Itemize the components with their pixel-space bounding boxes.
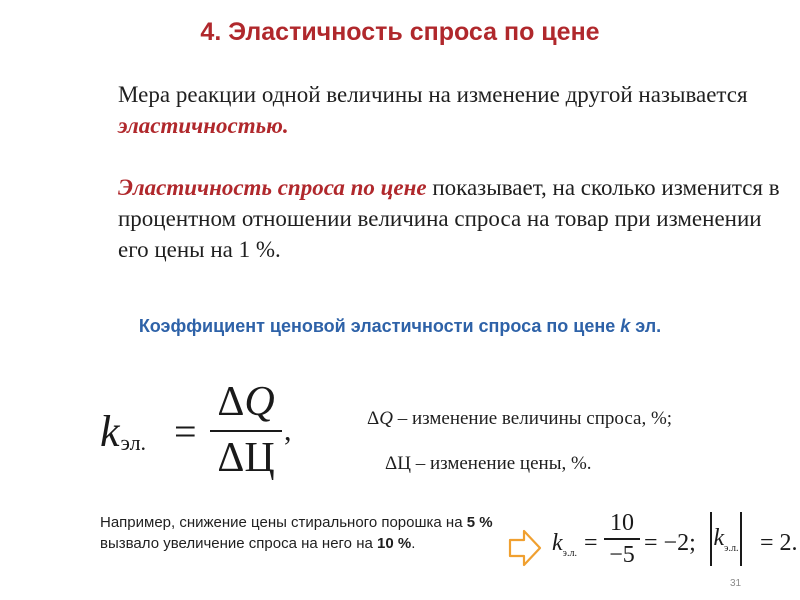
example-part2: вызвало увеличение спроса на него на [100, 535, 377, 552]
formula-numerator-delta: Δ [217, 379, 245, 425]
calc-absolute-result: = 2. [760, 530, 798, 556]
calc-fraction [604, 510, 640, 568]
example-bold1: 5 % [466, 514, 493, 531]
price-elasticity-text: показывает, на сколько изменится в процентном отношении величина спроса на товар при изменении его цены на 1 %. [118, 175, 780, 262]
slide-title: 4. Эластичность спроса по цене [200, 18, 600, 46]
formula-k-subscript: эл. [120, 430, 147, 455]
example-part1: Например, снижение цены стирального порошка на [100, 514, 467, 531]
calc-fraction-bar [604, 538, 640, 540]
coefficient-text: Коэффициент ценовой эластичности спроса по цене [138, 316, 621, 336]
coefficient-suffix: эл. [630, 316, 662, 336]
coefficient-heading [0, 316, 800, 337]
formula-fraction-bar [210, 430, 282, 432]
price-elasticity-paragraph [118, 172, 788, 265]
legend-quantity-text: – изменение величины спроса, %; [392, 408, 673, 429]
formula-denominator: ΔЦ [217, 435, 275, 481]
formula-equals: = [174, 409, 197, 454]
legend-quantity-delta: Δ [367, 408, 380, 429]
calc-k-symbol: k [552, 530, 563, 556]
formula-comma: , [284, 414, 292, 447]
formula-k [100, 406, 146, 457]
formula-k-symbol: k [100, 407, 120, 456]
definition-highlight: эластичностью. [118, 113, 289, 138]
example-part3: . [411, 535, 416, 552]
page-number: 31 [730, 578, 742, 589]
legend-quantity-var: Q [379, 408, 393, 429]
coefficient-k: k [620, 316, 631, 336]
abs-k-subscript: э.л. [724, 542, 739, 554]
formula-numerator-var: Q [244, 379, 275, 425]
definition-text: Мера реакции одной величины на изменение другой называется [118, 82, 748, 107]
calc-k-subscript: э.л. [562, 548, 577, 559]
example-paragraph [100, 512, 510, 554]
elasticity-formula [100, 378, 330, 488]
abs-k [712, 525, 741, 554]
right-arrow-icon [508, 528, 542, 568]
abs-k-symbol: k [713, 524, 725, 551]
legend-price: ΔЦ – изменение цены, %. [385, 453, 592, 474]
legend-quantity [367, 408, 672, 430]
example-calculation [552, 508, 798, 580]
calc-numerator: 10 [610, 510, 634, 536]
calc-denominator: −5 [609, 541, 635, 568]
calc-result: = −2; [644, 530, 696, 556]
definition-paragraph [118, 79, 758, 141]
formula-numerator [210, 378, 282, 426]
calc-k [552, 530, 577, 559]
formula-fraction [210, 378, 282, 482]
price-elasticity-highlight: Эластичность спроса по цене [118, 175, 427, 200]
abs-right-bar [740, 512, 742, 566]
calc-equals: = [584, 530, 598, 556]
example-bold2: 10 % [377, 535, 412, 552]
calc-absolute [710, 512, 742, 566]
